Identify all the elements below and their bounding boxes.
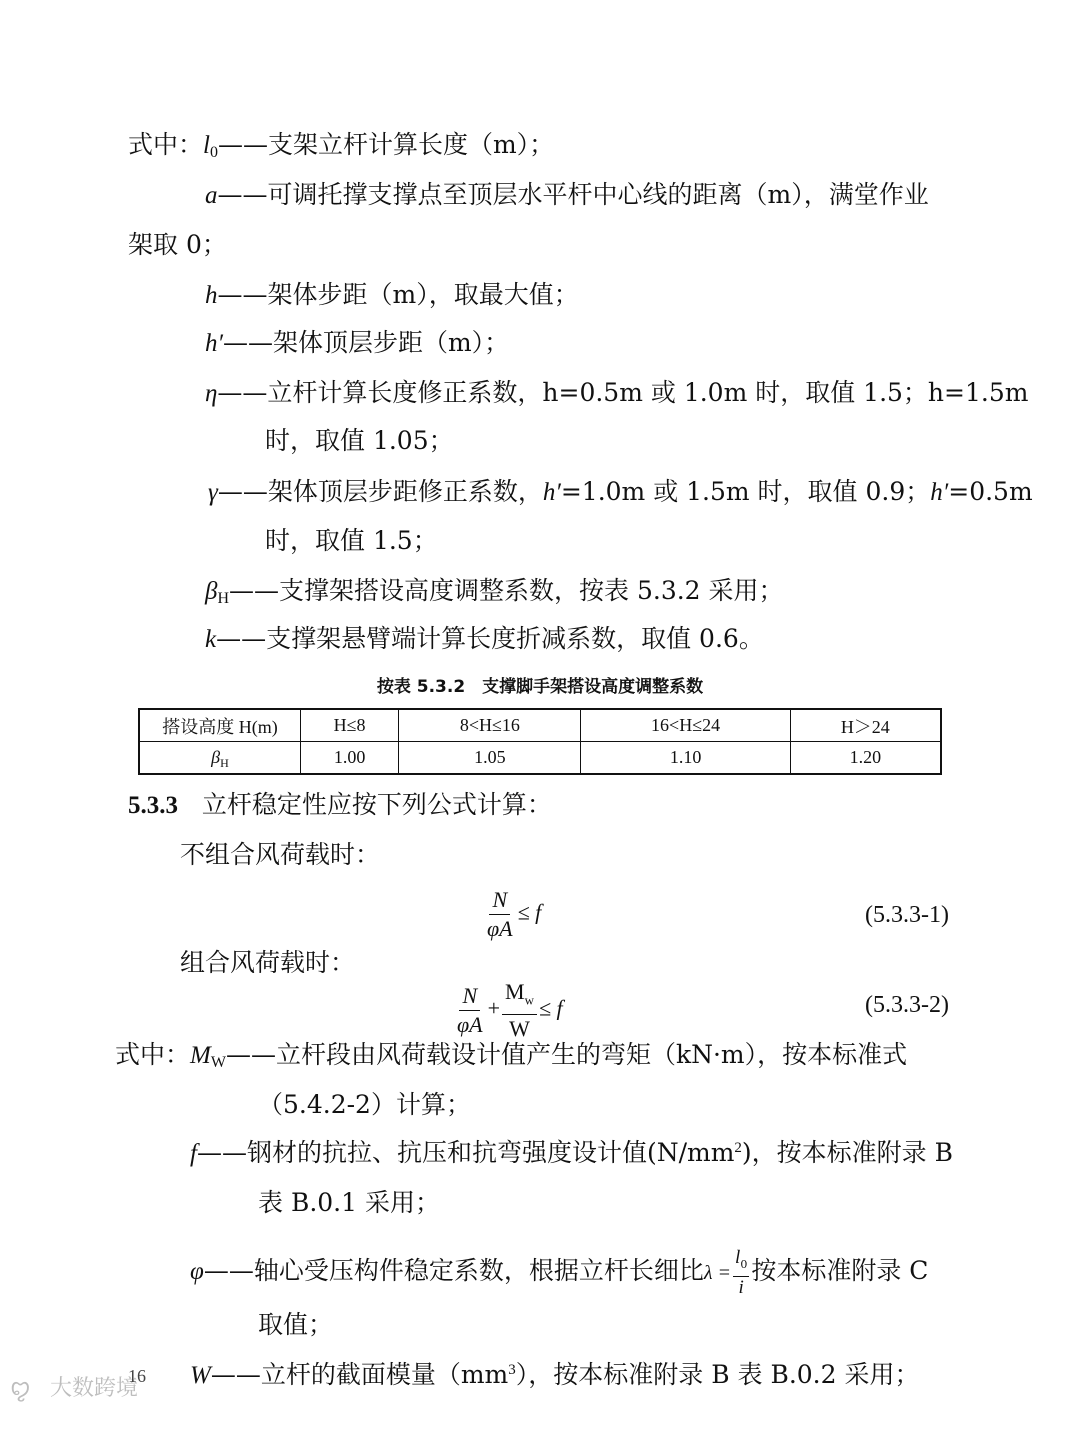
def-h: h——架体步距（m），取最大值； <box>205 280 579 309</box>
def-eta-cont: 时，取值 1.05； <box>265 426 454 455</box>
table-caption: 按表 5.3.2 支撑脚手架搭设高度调整系数 <box>376 677 704 697</box>
table-header-cell: 16<H≤24 <box>581 709 790 742</box>
table-cell: 1.00 <box>301 742 399 775</box>
page-number: 16 <box>128 1366 146 1386</box>
def-h-prime: h′——架体顶层步距（m）； <box>205 328 510 357</box>
def-k: k——支撑架悬臂端计算长度折减系数，取值 0.6。 <box>205 624 764 653</box>
formula-1: $\frac{N}{\varphi A}$ ≤ f <box>487 887 542 941</box>
table-cell: 1.10 <box>581 742 790 775</box>
def-beta: $\beta_H——$支撑架搭设高度调整系数，按表 5.3.2 采用； <box>205 576 784 607</box>
def-phi: φ——轴心受压构件稳定系数，根据立杆长细比λ = $\frac{l_0}{i}$ 按本标准附录 C <box>190 1247 929 1298</box>
def-a: a——可调托撑支撑点至顶层水平杆中心线的距离（m），满堂作业 <box>205 180 929 209</box>
table-header-cell: H≤8 <box>301 709 399 742</box>
table-row-label: $\beta_H$ <box>139 742 301 775</box>
table-row <box>139 742 941 775</box>
def-mw: 式中：$M_W——$立杆段由风荷载设计值产生的弯矩（kN·m），按本标准式 <box>115 1040 908 1071</box>
def-eta: η——立杆计算长度修正系数，h=0.5m 或 1.0m 时，取值 1.5；h=1.5m <box>205 378 1029 407</box>
watermark-logo-icon: ꨄ <box>10 1376 31 1401</box>
def-w: W——立杆的截面模量$(mm^3)$，按本标准附录 B 表 B.0.2 采用； <box>190 1360 920 1389</box>
table-cell: 1.20 <box>790 742 941 775</box>
def-l0: 式中：$l_0——$支架立杆计算长度（m）； <box>128 130 555 161</box>
def-mw-cont: （5.4.2-2）计算； <box>258 1090 471 1119</box>
def-f: f——钢材的抗拉、抗压和抗弯强度设计值$(N/mm^2)$，按本标准附录 B <box>190 1138 953 1167</box>
section-heading: 5.3.3 立杆稳定性应按下列公式计算： <box>128 790 552 819</box>
case-no-wind: 不组合风荷载时： <box>180 840 381 869</box>
def-f-cont: 表 B.0.1 采用； <box>258 1188 440 1217</box>
formula-2: $\frac{N}{\varphi A}$ + $\frac{M_w}{W}$ ≤ f <box>457 979 563 1042</box>
table-header-row <box>139 709 941 742</box>
def-gamma-cont: 时，取值 1.5； <box>265 526 438 555</box>
table-header-cell: H＞24 <box>790 709 941 742</box>
equation-number-2: (5.3.3-2) <box>865 992 949 1018</box>
def-a-cont: 架取 0； <box>128 230 227 259</box>
equation-number-1: (5.3.3-1) <box>865 902 949 928</box>
case-wind: 组合风荷载时： <box>180 948 356 977</box>
table-header-cell: 8<H≤16 <box>399 709 581 742</box>
def-gamma: γ——架体顶层步距修正系数，h′=1.0m 或 1.5m 时，取值 0.9；h′=0.5m <box>208 477 1033 506</box>
height-adjustment-table <box>138 708 942 775</box>
table-header-cell: 搭设高度 H(m) <box>139 709 301 742</box>
table-cell: 1.05 <box>399 742 581 775</box>
watermark: ꨄ 大数跨境 <box>10 1370 138 1403</box>
def-phi-cont: 取值； <box>258 1310 334 1339</box>
